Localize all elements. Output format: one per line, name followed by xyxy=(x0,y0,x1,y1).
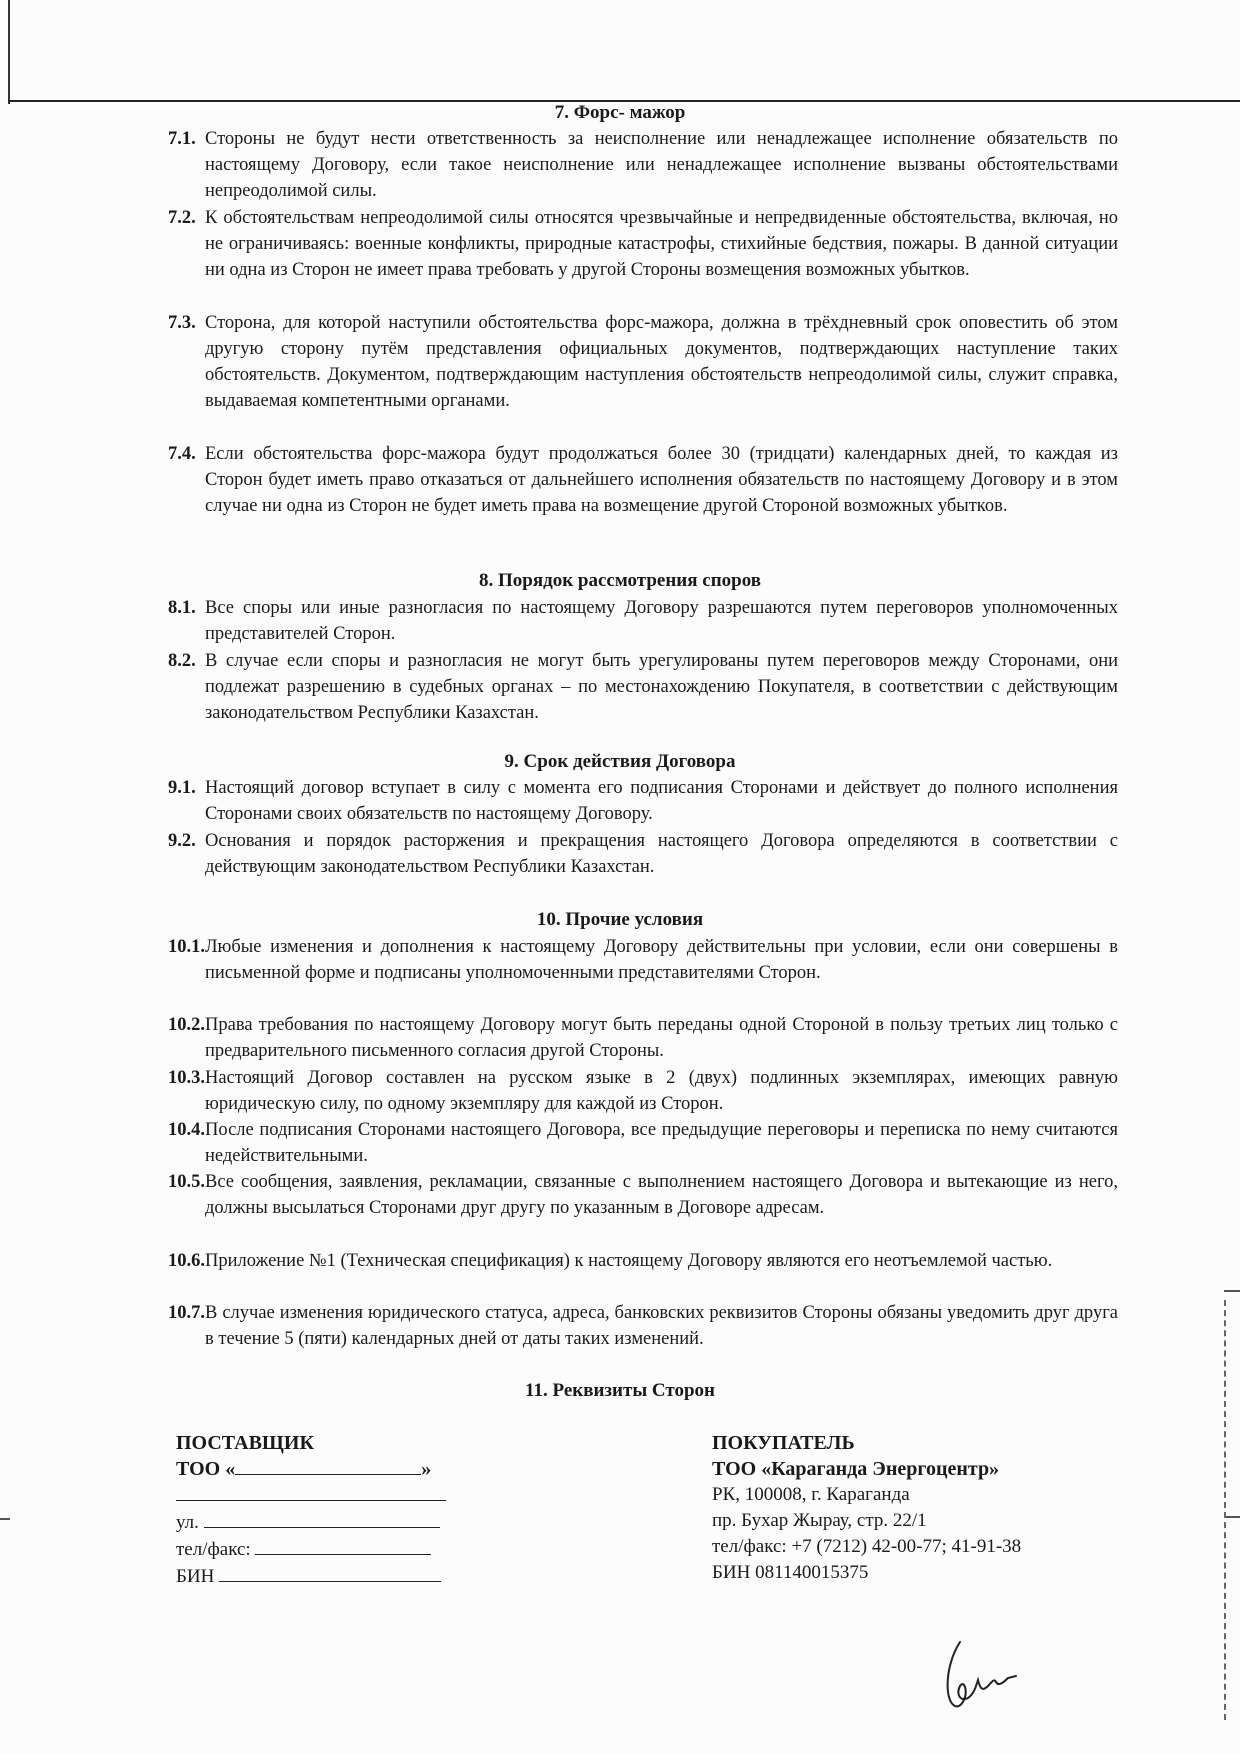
supplier-extra-line xyxy=(176,1482,476,1509)
clause-text: Основания и порядок расторжения и прекращения настоящего Договора определяются в соответствии с действующим законодательством Республики Казахстан. xyxy=(205,831,1118,877)
clause-text: К обстоятельствам непреодолимой силы относятся чрезвычайные и непредвиденные обстоятельства, включая, но не ограничиваясь: военные конфликты, природные катастрофы, стихийные бедствия, пожары. В данной ситуации ни одна из Сторон не имеет права требовать у другой Стороны возмещения возможных убытков. xyxy=(205,208,1118,280)
buyer-heading: ПОКУПАТЕЛЬ xyxy=(712,1432,855,1454)
clause-number: 8.2. xyxy=(168,651,196,671)
clause-number: 10.1. xyxy=(168,937,205,957)
clause-number: 10.5. xyxy=(168,1172,205,1192)
clause-text: Стороны не будут нести ответственность за неисполнение или ненадлежащее исполнение обязательств по настоящему Договору, если такое неисполнение или ненадлежащее исполнение вызваны обстоятельствами непреодолимой силы. xyxy=(205,129,1118,201)
section-title-8: 8. Порядок рассмотрения споров xyxy=(478,570,762,591)
supplier-phone xyxy=(176,1536,476,1563)
section-title-7: 7. Форс- мажор xyxy=(554,102,686,123)
supplier-org-suffix: » xyxy=(421,1458,432,1480)
supplier-org-prefix: ТОО « xyxy=(176,1458,236,1480)
supplier-extra-blank[interactable] xyxy=(176,1482,446,1501)
scan-mark xyxy=(1224,1290,1240,1292)
buyer-bin: БИН 081140015375 xyxy=(712,1562,869,1583)
clause-number: 7.1. xyxy=(168,129,196,149)
supplier-heading: ПОСТАВЩИК xyxy=(176,1432,314,1454)
clause-text: После подписания Сторонами настоящего Договора, все предыдущие переговоры и переписка по нему считаются недействительными. xyxy=(205,1120,1118,1166)
clause-number: 7.2. xyxy=(168,208,196,228)
supplier-street-blank[interactable] xyxy=(204,1509,440,1528)
clause-text: Все споры или иные разногласия по настоящему Договору разрешаются путем переговоров уполномоченных представителей Сторон. xyxy=(205,598,1118,644)
clause-text: Настоящий договор вступает в силу с момента его подписания Сторонами и действует до полного исполнения Сторонами своих обязательств по настоящему Договору. xyxy=(205,778,1118,824)
clause-number: 10.7. xyxy=(168,1303,205,1323)
supplier-phone-label: тел/факс: xyxy=(176,1539,251,1560)
clause-text: Все сообщения, заявления, рекламации, связанные с выполнением настоящего Договора и вытекающие из него, должны высылаться Сторонами друг другу по указанным в Договоре адресам. xyxy=(205,1172,1118,1218)
supplier-bin-label: БИН xyxy=(176,1566,215,1587)
clause-text: Права требования по настоящему Договору могут быть переданы одной Стороной в пользу третьих лиц только с предварительного письменного согласия другой Стороны. xyxy=(205,1015,1118,1061)
clause-number: 10.4. xyxy=(168,1120,205,1140)
clause-text: В случае если споры и разногласия не могут быть урегулированы путем переговоров между Сторонами, они подлежат разрешению в судебных органах – по местонахождению Покупателя, в соответствии с действующим законодательством Республики Казахстан. xyxy=(205,651,1118,723)
buyer-phone: тел/факс: +7 (7212) 42-00-77; 41-91-38 xyxy=(712,1536,1022,1557)
clause-text: Если обстоятельства форс-мажора будут продолжаться более 30 (тридцати) календарных дней, то каждая из Сторон будет иметь право отказаться от дальнейшего исполнения обязательств по настоящему Договору и в этом случае ни одна из Сторон не будет иметь права на возмещение другой Стороной возможных убытков. xyxy=(205,444,1118,516)
clause-text: Настоящий Договор составлен на русском языке в 2 (двух) подлинных экземплярах, имеющих равную юридическую силу, по одному экземпляру для каждой из Сторон. xyxy=(205,1068,1118,1114)
supplier-block xyxy=(176,1430,476,1590)
supplier-org-blank[interactable] xyxy=(235,1456,421,1475)
clause-number: 10.2. xyxy=(168,1015,205,1035)
supplier-phone-blank[interactable] xyxy=(255,1536,431,1555)
clause-number: 10.3. xyxy=(168,1068,205,1088)
supplier-bin xyxy=(176,1563,476,1590)
section-title-10: 10. Прочие условия xyxy=(536,909,704,930)
scan-border-left xyxy=(8,0,10,104)
clause-text: Любые изменения и дополнения к настоящему Договору действительны при условии, если они совершены в письменной форме и подписаны уполномоченными представителями Сторон. xyxy=(205,937,1118,983)
clause-number: 7.3. xyxy=(168,313,196,333)
supplier-street-label: ул. xyxy=(176,1512,199,1533)
clause-text: Сторона, для которой наступили обстоятельства форс-мажора, должна в трёхдневный срок оповестить об этом другую сторону путём представления официальных документов, подтверждающих наступление таких обстоятельств. Документом, подтверждающим наступления обстоятельств непреодолимой силы, служит справка, выдаваемая компетентными органами. xyxy=(205,313,1118,411)
scan-mark xyxy=(0,1518,10,1520)
supplier-street xyxy=(176,1509,476,1536)
clause-text: В случае изменения юридического статуса, адреса, банковских реквизитов Стороны обязаны уведомить друг друга в течение 5 (пяти) календарных дней от даты таких изменений. xyxy=(205,1303,1118,1349)
clause-number: 7.4. xyxy=(168,444,196,464)
clause-number: 9.1. xyxy=(168,778,196,798)
supplier-org xyxy=(176,1456,476,1482)
section-title-11: 11. Реквизиты Сторон xyxy=(525,1380,715,1401)
buyer-city: РК, 100008, г. Караганда xyxy=(712,1484,910,1505)
buyer-block xyxy=(712,1430,1132,1586)
clause-number: 9.2. xyxy=(168,831,196,851)
buyer-org: ТОО «Караганда Энергоцентр» xyxy=(712,1458,1000,1480)
section-title-9: 9. Срок действия Договора xyxy=(504,751,736,772)
clause-text: Приложение №1 (Техническая спецификация) к настоящему Договору являются его неотъемлемой частью. xyxy=(205,1251,1053,1271)
buyer-street: пр. Бухар Жырау, стр. 22/1 xyxy=(712,1510,927,1531)
handwritten-signature xyxy=(930,1640,1020,1720)
scan-edge-marks xyxy=(1224,1300,1230,1720)
clause-number: 8.1. xyxy=(168,598,196,618)
supplier-bin-blank[interactable] xyxy=(219,1563,441,1582)
clause-number: 10.6. xyxy=(168,1251,205,1271)
